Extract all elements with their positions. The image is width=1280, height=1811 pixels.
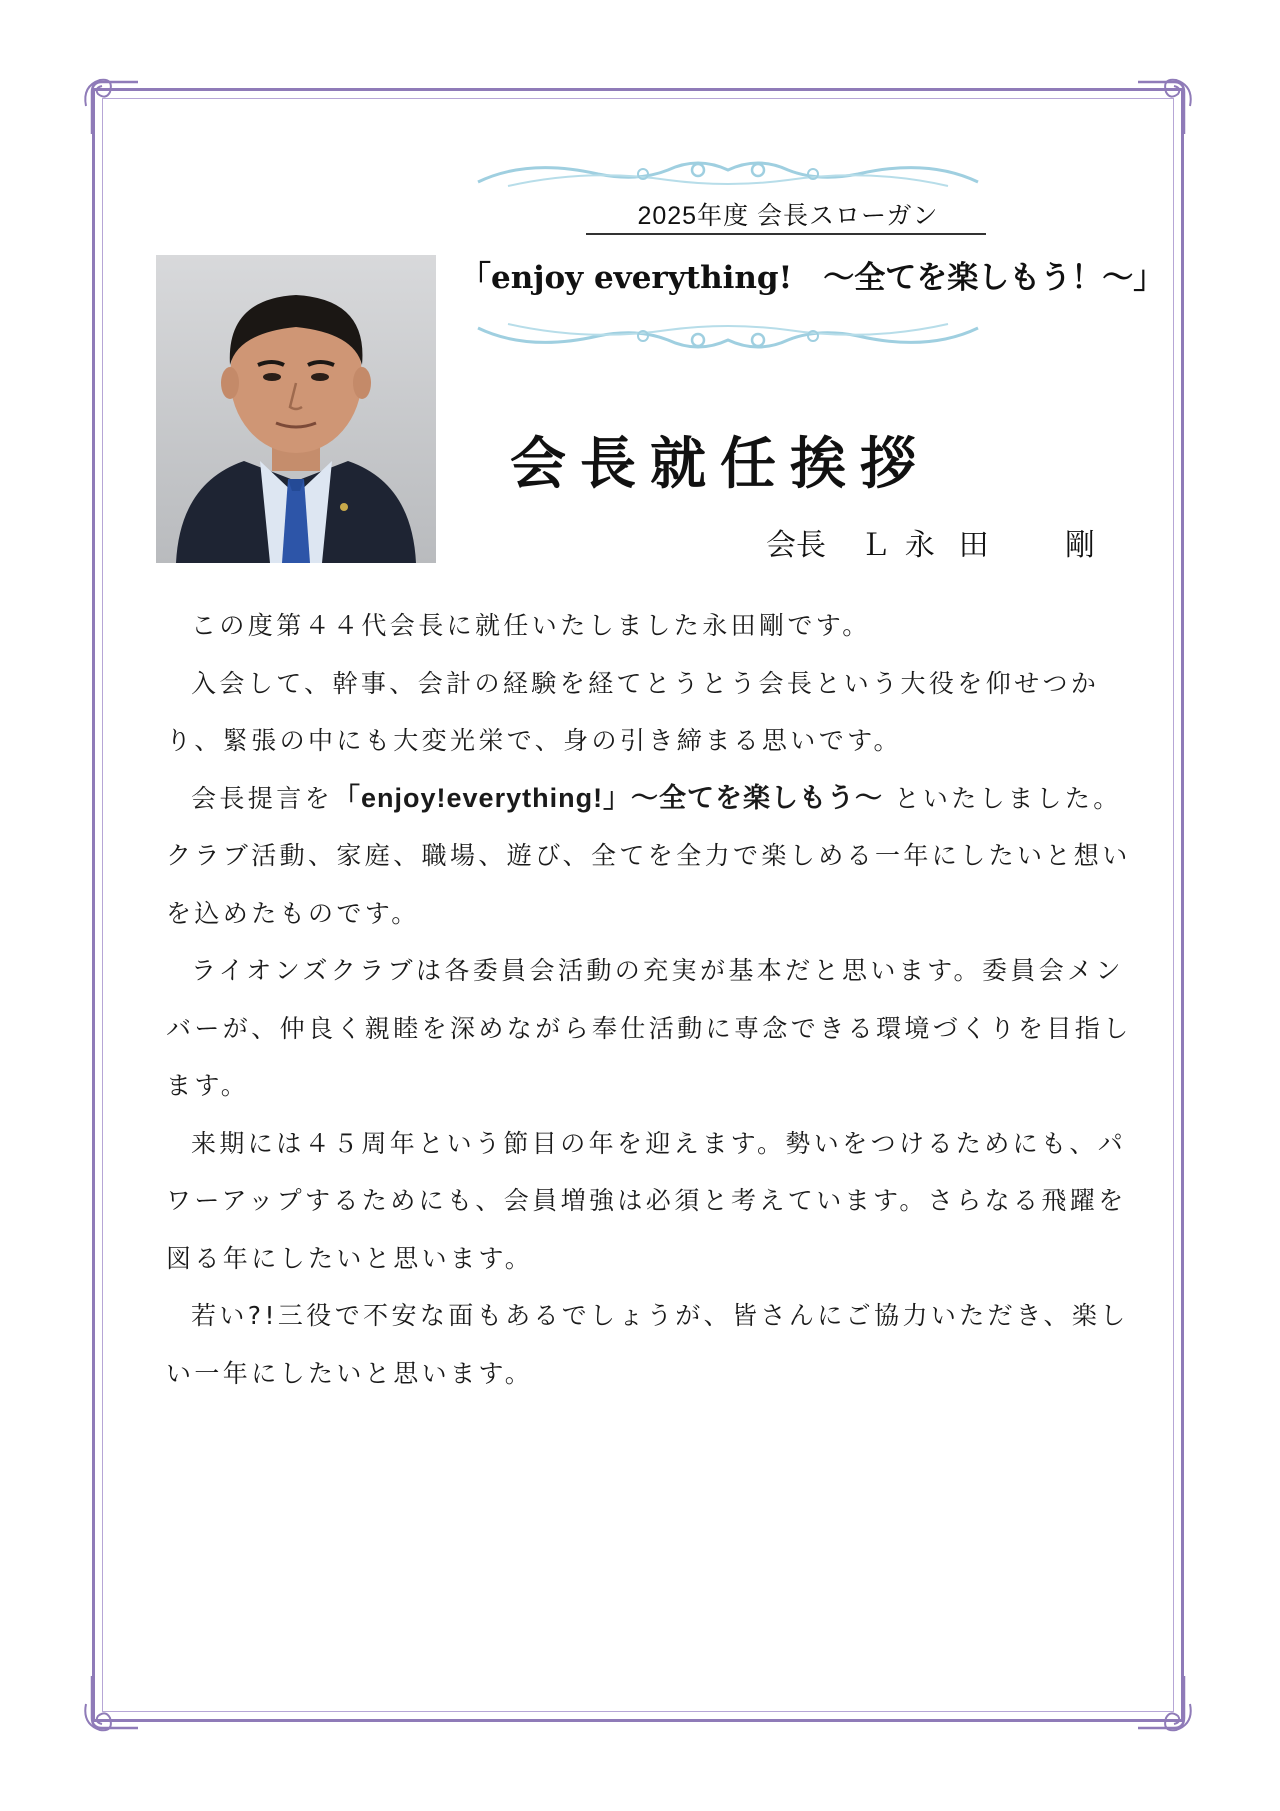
paragraph-4: ライオンズクラブは各委員会活動の充実が基本だと思います。委員会メンバーが、仲良く親睦を深めながら奉仕活動に専念できる環境づくりを目指します。 [166,956,1132,1100]
corner-flourish-bottom-right [1136,1674,1196,1734]
paragraph-5: 来期には４５周年という節目の年を迎えます。勢いをつけるためにも、パワーアップするためにも、会員増強は必須と考えています。さらなる飛躍を図る年にしたいと思います。 [166,1128,1127,1273]
page-title: 会長就任挨拶 [510,431,930,497]
slogan-ornament-bottom [468,318,988,362]
corner-flourish-top-right [1136,76,1196,136]
paragraph-6: 若い?!三役で不安な面もあるでしょうが、皆さんにご協力いただき、楽しい一年にしたいと思います。 [166,1301,1129,1388]
corner-flourish-bottom-left [80,1674,140,1734]
motto-emphasis: 「enjoy!everything!」～全てを楽しもう～ [333,782,884,813]
paragraph-3-rest: といたしました。クラブ活動、家庭、職場、遊び、全てを全力で楽しめる一年にしたいと想いを込めたものです。 [166,783,1131,928]
slogan-ornament-top [468,148,988,192]
slogan-heading: 2025年度 会長スローガン [637,202,939,230]
president-portrait-photo [156,255,436,563]
paragraph-3 [166,770,1134,943]
author-given-name: 剛 [1065,529,1096,562]
author-signature [766,520,1095,564]
author-prefix: Ｌ [860,529,891,562]
paragraph-3-intro: 会長提言を [191,783,334,813]
slogan-text: 「enjoy everything! ～全てを楽しもう！～」 [460,260,1165,296]
author-role: 会長 [766,529,826,562]
author-surname: 永田 [904,529,1013,562]
paragraph-2: 入会して、幹事、会計の経験を経てとうとう会長という大役を仰せつかり、緊張の中にも大変光栄で、身の引き締まる思いです。 [166,668,1100,755]
corner-flourish-top-left [80,76,140,136]
slogan-underline [586,233,986,235]
paragraph-1: この度第４４代会長に就任いたしました永田剛です。 [191,611,871,640]
greeting-body [166,597,1134,1402]
